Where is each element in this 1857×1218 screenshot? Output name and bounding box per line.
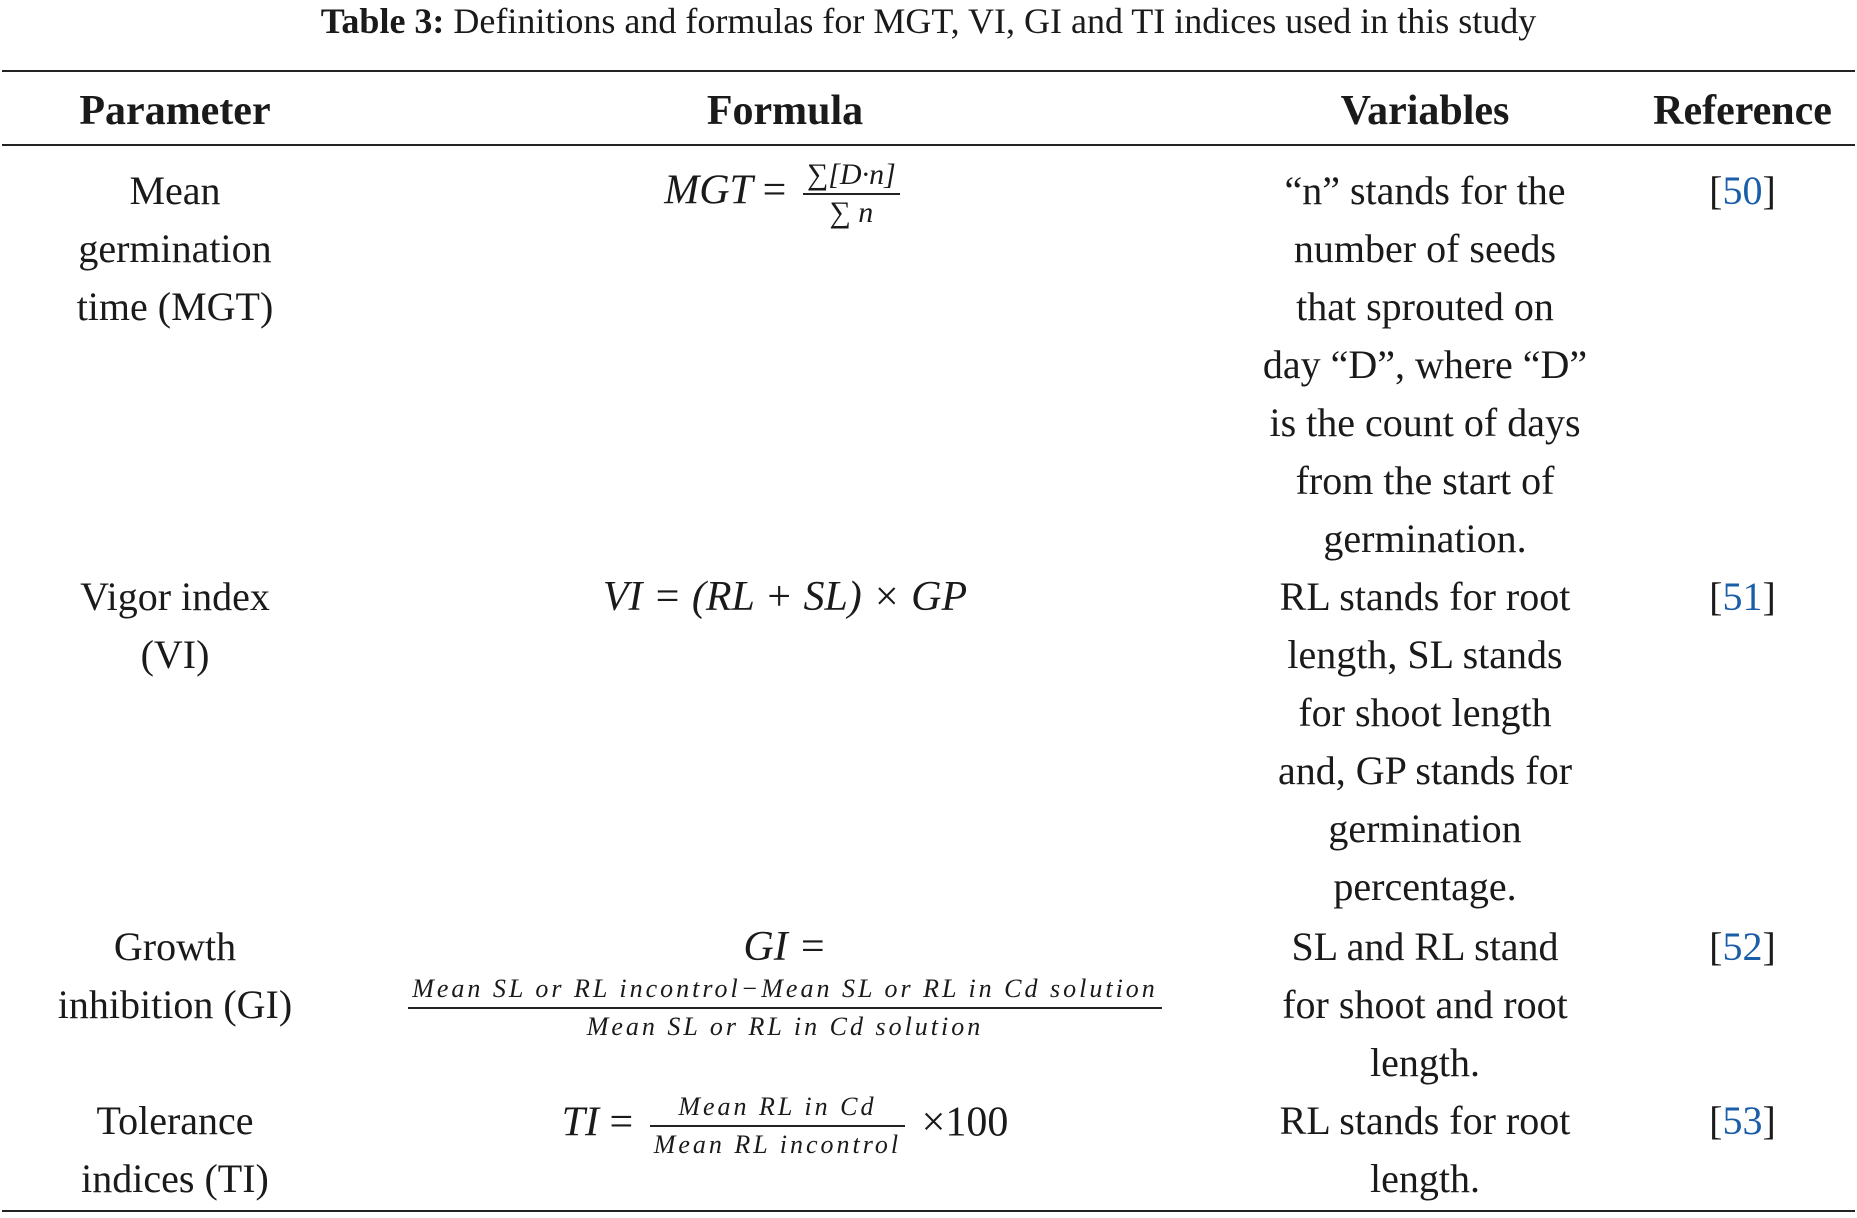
variables-line: is the count of days bbox=[1269, 400, 1581, 445]
param-line: Tolerance bbox=[96, 1098, 254, 1143]
header-formula: Formula bbox=[706, 88, 864, 134]
ref-bracket-close: ] bbox=[1762, 924, 1776, 969]
formula-tail: ×100 bbox=[921, 1099, 1009, 1146]
param-line: Vigor index bbox=[80, 574, 270, 619]
row-ti-formula bbox=[330, 1090, 1240, 1162]
ref-bracket-open: [ bbox=[1709, 924, 1723, 969]
table-bottom-rule bbox=[2, 1210, 1855, 1212]
param-line: indices (TI) bbox=[81, 1156, 269, 1201]
row-mgt-formula bbox=[330, 158, 1240, 230]
caption-label: Table 3: bbox=[320, 1, 445, 41]
param-line: germination bbox=[78, 226, 272, 271]
variables-line: RL stands for root bbox=[1279, 574, 1571, 619]
reference-link-53[interactable]: 53 bbox=[1722, 1098, 1763, 1143]
formula-lhs: TI bbox=[561, 1099, 600, 1146]
row-mgt-reference bbox=[1630, 162, 1855, 220]
variables-line: germination bbox=[1328, 806, 1522, 851]
fraction-denominator: Mean RL incontrol bbox=[653, 1130, 902, 1159]
reference-link-50[interactable]: 50 bbox=[1722, 168, 1763, 213]
table-header-rule bbox=[2, 144, 1855, 146]
param-line: time (MGT) bbox=[76, 284, 274, 329]
formula-fraction bbox=[803, 158, 900, 230]
ref-bracket-close: ] bbox=[1762, 574, 1776, 619]
variables-line: RL stands for root bbox=[1279, 1098, 1571, 1143]
formula-fraction bbox=[650, 1090, 905, 1162]
ref-bracket-close: ] bbox=[1762, 1098, 1776, 1143]
variables-line: from the start of bbox=[1295, 458, 1555, 503]
formula-lhs: GI = bbox=[743, 924, 827, 970]
formula-equals: = bbox=[609, 1099, 634, 1146]
variables-line: length. bbox=[1370, 1156, 1480, 1201]
variables-line: length. bbox=[1370, 1040, 1480, 1085]
row-vi-variables bbox=[1240, 568, 1610, 916]
row-gi-reference bbox=[1630, 918, 1855, 976]
row-ti-reference bbox=[1630, 1092, 1855, 1150]
row-vi-reference bbox=[1630, 568, 1855, 626]
formula-lhs: MGT bbox=[664, 167, 753, 214]
variables-line: “n” stands for the bbox=[1284, 168, 1566, 213]
ref-bracket-open: [ bbox=[1709, 1098, 1723, 1143]
fraction-denominator: ∑ n bbox=[829, 196, 874, 229]
formula-fraction bbox=[408, 972, 1162, 1044]
row-ti-variables bbox=[1240, 1092, 1610, 1208]
row-ti-parameter bbox=[30, 1092, 320, 1208]
header-parameter: Parameter bbox=[79, 88, 271, 134]
param-line: inhibition (GI) bbox=[57, 982, 293, 1027]
table-top-rule bbox=[2, 70, 1855, 72]
row-vi-formula bbox=[330, 572, 1240, 622]
variables-line: number of seeds bbox=[1293, 226, 1557, 271]
formula-text: VI = (RL + SL) × GP bbox=[602, 574, 968, 620]
variables-line: day “D”, where “D” bbox=[1262, 342, 1588, 387]
variables-line: percentage. bbox=[1333, 864, 1517, 909]
variables-line: for shoot and root bbox=[1282, 982, 1568, 1027]
variables-line: that sprouted on bbox=[1296, 284, 1554, 329]
row-gi-formula bbox=[330, 922, 1240, 1044]
variables-line: SL and RL stand bbox=[1291, 924, 1559, 969]
fraction-numerator: ∑[D·n] bbox=[803, 158, 900, 195]
caption-text: Definitions and formulas for MGT, VI, GI and TI indices used in this study bbox=[444, 1, 1537, 41]
fraction-denominator: Mean SL or RL in Cd solution bbox=[586, 1012, 984, 1041]
variables-line: germination. bbox=[1323, 516, 1527, 561]
param-line: Growth bbox=[113, 924, 237, 969]
ref-bracket-close: ] bbox=[1762, 168, 1776, 213]
param-line: (VI) bbox=[140, 632, 210, 677]
reference-link-51[interactable]: 51 bbox=[1722, 574, 1763, 619]
fraction-numerator: Mean SL or RL incontrol−Mean SL or RL in Cd solution bbox=[408, 972, 1162, 1009]
header-reference: Reference bbox=[1653, 88, 1832, 134]
param-line: Mean bbox=[129, 168, 221, 213]
variables-line: and, GP stands for bbox=[1277, 748, 1573, 793]
row-mgt-variables bbox=[1240, 162, 1610, 568]
row-mgt-parameter bbox=[30, 162, 320, 336]
row-gi-variables bbox=[1240, 918, 1610, 1092]
variables-line: for shoot length bbox=[1298, 690, 1552, 735]
variables-line: length, SL stands bbox=[1287, 632, 1563, 677]
table-caption bbox=[0, 0, 1857, 42]
ref-bracket-open: [ bbox=[1709, 168, 1723, 213]
reference-link-52[interactable]: 52 bbox=[1722, 924, 1763, 969]
row-gi-parameter bbox=[30, 918, 320, 1034]
ref-bracket-open: [ bbox=[1709, 574, 1723, 619]
fraction-numerator: Mean RL in Cd bbox=[650, 1090, 905, 1127]
formula-equals: = bbox=[762, 167, 787, 214]
header-variables: Variables bbox=[1340, 88, 1510, 134]
row-vi-parameter bbox=[30, 568, 320, 684]
